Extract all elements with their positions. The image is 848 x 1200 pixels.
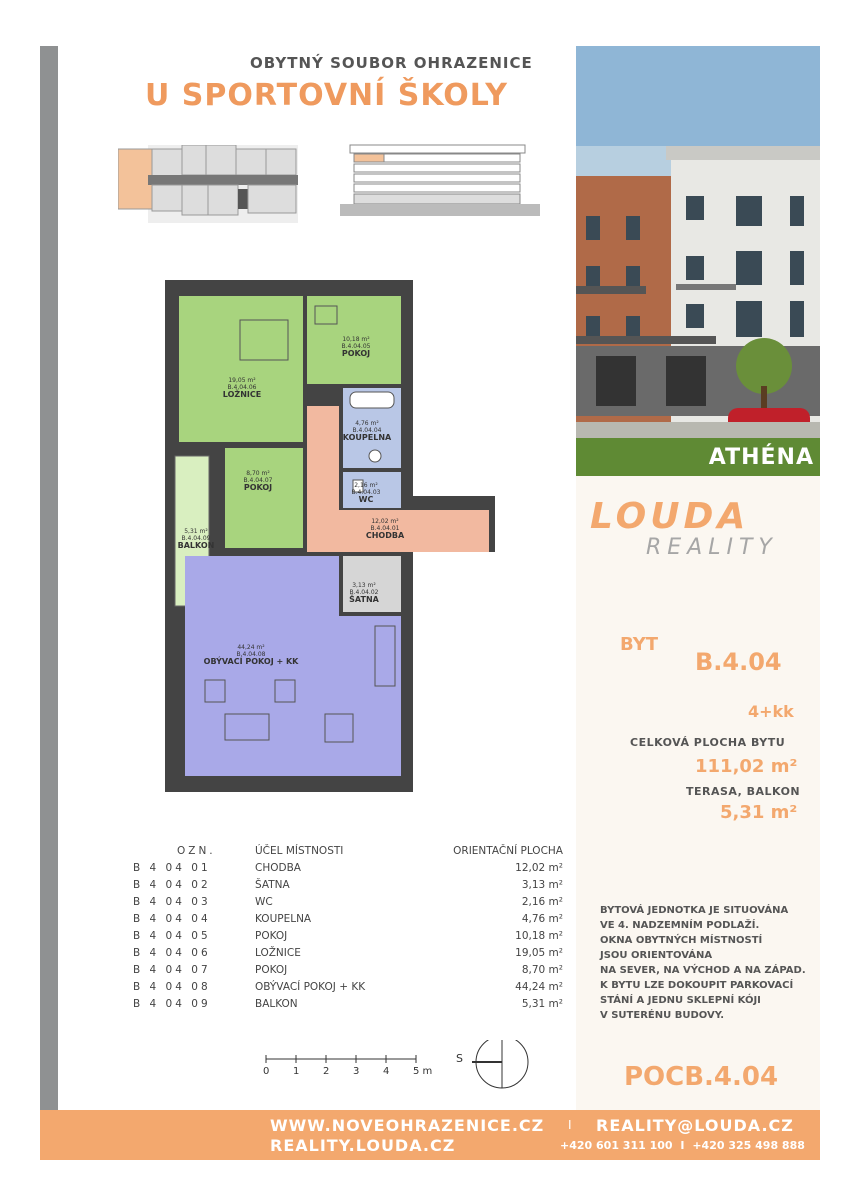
header-title: U SPORTOVNÍ ŠKOLY [145, 78, 508, 113]
apartment-label: BYT [620, 634, 659, 655]
building-photo [576, 46, 820, 476]
description-line: BYTOVÁ JEDNOTKA JE SITUOVÁNA [600, 905, 789, 916]
plan-label-satna: 3,13 m² B.4.04.02 ŠATNA [349, 582, 379, 604]
table-row: B 4 04 07 POKOJ 8,70 m² [133, 963, 563, 976]
footer-reality-link[interactable]: REALITY.LOUDA.CZ [270, 1136, 456, 1155]
plan-label-balkon: 5,31 m² B.4.04.09 BALKON [177, 528, 215, 550]
description-line: STÁNÍ A JEDNU SKLEPNÍ KÓJI [600, 995, 761, 1006]
terrace-label: TERASA, BALKON [686, 785, 801, 798]
footer-website-link[interactable]: WWW.NOVEOHRAZENICE.CZ [270, 1116, 545, 1135]
table-row: B 4 04 06 LOŽNICE 19,05 m² [133, 946, 563, 959]
room-loznice [179, 296, 303, 442]
apartment-description [600, 903, 806, 1023]
total-area-value: 111,02 m² [695, 756, 798, 777]
table-row: B 4 04 05 POKOJ 10,18 m² [133, 929, 563, 942]
table-row: B 4 04 01 CHODBA 12,02 m² [133, 861, 563, 874]
compass-icon [452, 1040, 532, 1095]
apartment-code: B.4.04 [695, 648, 782, 676]
description-line: NA SEVER, NA VÝCHOD A NA ZÁPAD. [600, 965, 806, 976]
compass-letter: S [456, 1052, 463, 1065]
description-line: JSOU ORIENTOVÁNA [600, 950, 713, 961]
table-header: OZN. ÚČEL MÍSTNOSTI ORIENTAČNÍ PLOCHA [177, 844, 563, 857]
left-accent-bar [40, 46, 58, 1111]
description-line: V SUTERÉNU BUDOVY. [600, 1010, 725, 1021]
plan-label-chodba: 12,02 m² B.4.04.01 CHODBA [365, 518, 405, 540]
scale-bar: 0 1 2 3 4 5 m [258, 1052, 433, 1082]
photo-caption: ATHÉNA [708, 445, 814, 470]
table-row: B 4 04 09 BALKON 5,31 m² [133, 997, 563, 1010]
north-compass [452, 1040, 532, 1095]
floor-key-plan [118, 145, 298, 223]
room-pokoj-2 [225, 448, 303, 548]
plan-label-koupelna: 4,76 m² B.4.04.04 KOUPELNA [342, 420, 392, 442]
room-table [133, 842, 563, 1012]
description-line: VE 4. NADZEMNÍM PODLAŽÍ. [600, 920, 760, 931]
plan-label-obyvaci: 44,24 m² B.4.04.08 OBÝVACÍ POKOJ + KK [203, 644, 299, 666]
apartment-type: 4+kk [748, 702, 794, 721]
footer-phone-2: +420 325 498 888 [692, 1139, 805, 1152]
plan-label-pokoj-2: 8,70 m² B.4.04.07 POKOJ [243, 470, 273, 492]
description-line: OKNA OBYTNÝCH MÍSTNOSTÍ [600, 935, 763, 946]
scale-bar-graphic [258, 1053, 433, 1067]
description-line: K BYTU LZE DOKOUPIT PARKOVACÍ [600, 980, 794, 991]
table-row: B 4 04 04 KOUPELNA 4,76 m² [133, 912, 563, 925]
louda-reality-logo: LOUDA REALITY [590, 496, 778, 560]
table-row: B 4 04 02 ŠATNA 3,13 m² [133, 878, 563, 891]
header-subtitle: OBYTNÝ SOUBOR OHRAZENICE [250, 54, 533, 72]
footer-phone-1: +420 601 311 100 I +420 325 498 888 [560, 1139, 805, 1152]
plan-label-loznice: 19,05 m² B.4.04.06 LOŽNICE [222, 377, 262, 399]
building-section-diagram [340, 140, 540, 220]
plan-label-pokoj-1: 10,18 m² B.4.04.05 POKOJ [341, 336, 371, 358]
footer-separator: I [568, 1118, 572, 1132]
room-obyvaci [185, 556, 339, 776]
table-row: B 4 04 03 WC 2,16 m² [133, 895, 563, 908]
footer-bar [40, 1110, 820, 1160]
pocb-code: POCB.4.04 [624, 1062, 779, 1092]
footer-email-link[interactable]: REALITY@LOUDA.CZ [596, 1116, 794, 1135]
building-illustration [576, 46, 820, 476]
terrace-value: 5,31 m² [720, 802, 798, 823]
plan-label-wc: 2,16 m² B.4.04.03 WC [351, 482, 381, 504]
total-area-label: CELKOVÁ PLOCHA BYTU [630, 736, 786, 749]
table-row: B 4 04 08 OBÝVACÍ POKOJ + KK 44,24 m² [133, 980, 563, 993]
